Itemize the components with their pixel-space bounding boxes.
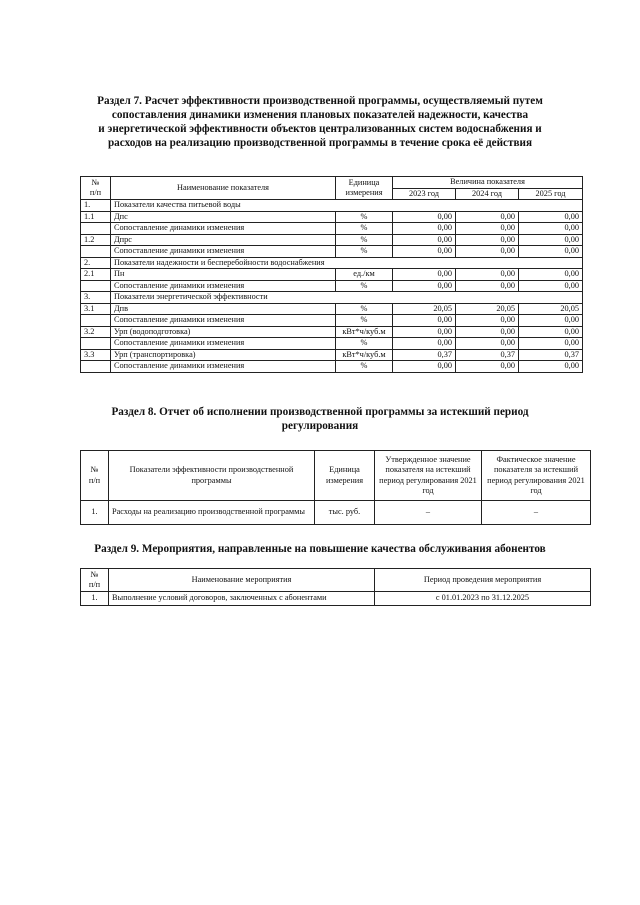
row-value-2023: 0,00 [393,338,456,350]
row-value-2025: 20,05 [519,303,583,315]
col-header-unit: Единица измерения [315,451,375,501]
section9-title-line: Раздел 9. Мероприятия, направленные на повышение качества обслуживания абонентов [94,543,546,555]
table-row [81,338,583,350]
row-value-2024: 0,00 [456,211,519,223]
row-value-2024: 0,00 [456,234,519,246]
row-num [81,223,111,235]
row-name: Выполнение условий договоров, заключенных с абонентами [109,592,375,606]
row-value-2023: 0,00 [393,234,456,246]
row-actual: – [482,501,591,525]
row-num [81,280,111,292]
row-value-2024: 0,00 [456,269,519,281]
row-unit: % [336,234,393,246]
row-unit: % [336,315,393,327]
section7-title-line: и энергетической эффективности объектов централизованных систем водоснабжения и [98,123,542,135]
col-header-period: Период проведения мероприятия [375,569,591,592]
row-num: 1. [81,592,109,606]
row-value-2023: 0,00 [393,361,456,373]
row-approved: – [375,501,482,525]
table-row [81,315,583,327]
section7-table [80,176,583,373]
section8-title [60,405,580,433]
row-group-name: Показатели энергетической эффективности [111,292,583,304]
table-row [81,234,583,246]
row-unit: ед./км [336,269,393,281]
section7-title-line: сопоставления динамики изменения плановых показателей надежности, качества [111,109,529,121]
table-row [81,280,583,292]
row-unit: тыс. руб. [315,501,375,525]
section9-table [80,568,591,606]
row-name: Дпв [111,303,336,315]
row-unit: % [336,211,393,223]
row-num: 2.1 [81,269,111,281]
row-unit: % [336,223,393,235]
row-value-2025: 0,00 [519,246,583,258]
section8-table [80,450,591,525]
row-num [81,361,111,373]
col-header-name: Наименование мероприятия [109,569,375,592]
row-num [81,315,111,327]
section8-title-line: Раздел 8. Отчет об исполнении производственной программы за истекший период [111,406,529,418]
row-num: 3. [81,292,111,304]
row-value-2023: 0,00 [393,246,456,258]
row-num: 3.2 [81,326,111,338]
row-value-2024: 0,37 [456,349,519,361]
section7-title [60,94,580,150]
row-value-2024: 0,00 [456,338,519,350]
row-value-2023: 0,00 [393,326,456,338]
table-row [81,303,583,315]
table-row [81,223,583,235]
row-num: 1. [81,200,111,212]
group-row [81,257,583,269]
row-num: 2. [81,257,111,269]
row-value-2025: 0,00 [519,234,583,246]
col-header-year: 2025 год [519,188,583,200]
row-unit: % [336,338,393,350]
col-header-unit: Единица измерения [336,177,393,200]
col-header-value: Величина показателя [393,177,583,189]
col-header-name: Наименование показателя [111,177,336,200]
row-period: с 01.01.2023 по 31.12.2025 [375,592,591,606]
table-row [81,211,583,223]
row-num: 3.3 [81,349,111,361]
row-value-2025: 0,00 [519,361,583,373]
row-name: Сопоставление динамики изменения [111,361,336,373]
section7-title-line: Раздел 7. Расчет эффективности производственной программы, осуществляемый путем [97,95,543,107]
col-header-name: Показатели эффективности производственной программы [109,451,315,501]
col-header-num: № п/п [81,451,109,501]
row-value-2023: 0,00 [393,315,456,327]
table-row [81,349,583,361]
row-unit: кВт*ч/куб.м [336,349,393,361]
row-name: Дпрс [111,234,336,246]
col-header-actual: Фактическое значение показателя за истекший период регулирования 2021 год [482,451,591,501]
row-num: 1. [81,501,109,525]
row-value-2023: 20,05 [393,303,456,315]
row-name: Урп (транспортировка) [111,349,336,361]
row-name: Дпс [111,211,336,223]
row-value-2025: 0,37 [519,349,583,361]
row-value-2023: 0,00 [393,223,456,235]
table-row [81,501,591,525]
table-row [81,592,591,606]
row-value-2023: 0,00 [393,269,456,281]
row-name: Сопоставление динамики изменения [111,223,336,235]
col-header-year: 2024 год [456,188,519,200]
row-value-2023: 0,00 [393,211,456,223]
row-num: 1.2 [81,234,111,246]
row-value-2025: 0,00 [519,223,583,235]
row-name: Сопоставление динамики изменения [111,315,336,327]
row-unit: % [336,280,393,292]
row-value-2024: 0,00 [456,326,519,338]
row-name: Расходы на реализацию производственной программы [109,501,315,525]
row-value-2025: 0,00 [519,280,583,292]
row-unit: кВт*ч/куб.м [336,326,393,338]
row-num: 3.1 [81,303,111,315]
row-value-2024: 0,00 [456,223,519,235]
row-value-2025: 0,00 [519,338,583,350]
col-header-approved: Утвержденное значение показателя на истекший период регулирования 2021 год [375,451,482,501]
row-name: Сопоставление динамики изменения [111,280,336,292]
row-value-2025: 0,00 [519,269,583,281]
row-value-2024: 0,00 [456,361,519,373]
row-group-name: Показатели надежности и бесперебойности водоснабжения [111,257,583,269]
row-value-2024: 20,05 [456,303,519,315]
table-row [81,269,583,281]
section9-title [60,542,580,556]
row-name: Сопоставление динамики изменения [111,246,336,258]
row-value-2024: 0,00 [456,315,519,327]
row-value-2025: 0,00 [519,211,583,223]
section7-title-line: расходов на реализацию производственной программы в течение срока её действия [107,137,533,149]
row-value-2025: 0,00 [519,326,583,338]
section8-title-line: регулирования [281,420,359,432]
row-value-2023: 0,00 [393,280,456,292]
row-unit: % [336,361,393,373]
col-header-num: № п/п [81,177,111,200]
col-header-year: 2023 год [393,188,456,200]
row-num: 1.1 [81,211,111,223]
row-value-2025: 0,00 [519,315,583,327]
group-row [81,200,583,212]
row-name: Сопоставление динамики изменения [111,338,336,350]
row-group-name: Показатели качества питьевой воды [111,200,583,212]
row-num [81,338,111,350]
table-row [81,246,583,258]
table-row [81,361,583,373]
row-value-2024: 0,00 [456,246,519,258]
row-name: Пн [111,269,336,281]
row-value-2024: 0,00 [456,280,519,292]
row-name: Урп (водоподготовка) [111,326,336,338]
group-row [81,292,583,304]
table-row [81,326,583,338]
col-header-num: № п/п [81,569,109,592]
row-unit: % [336,246,393,258]
row-num [81,246,111,258]
row-value-2023: 0,37 [393,349,456,361]
row-unit: % [336,303,393,315]
